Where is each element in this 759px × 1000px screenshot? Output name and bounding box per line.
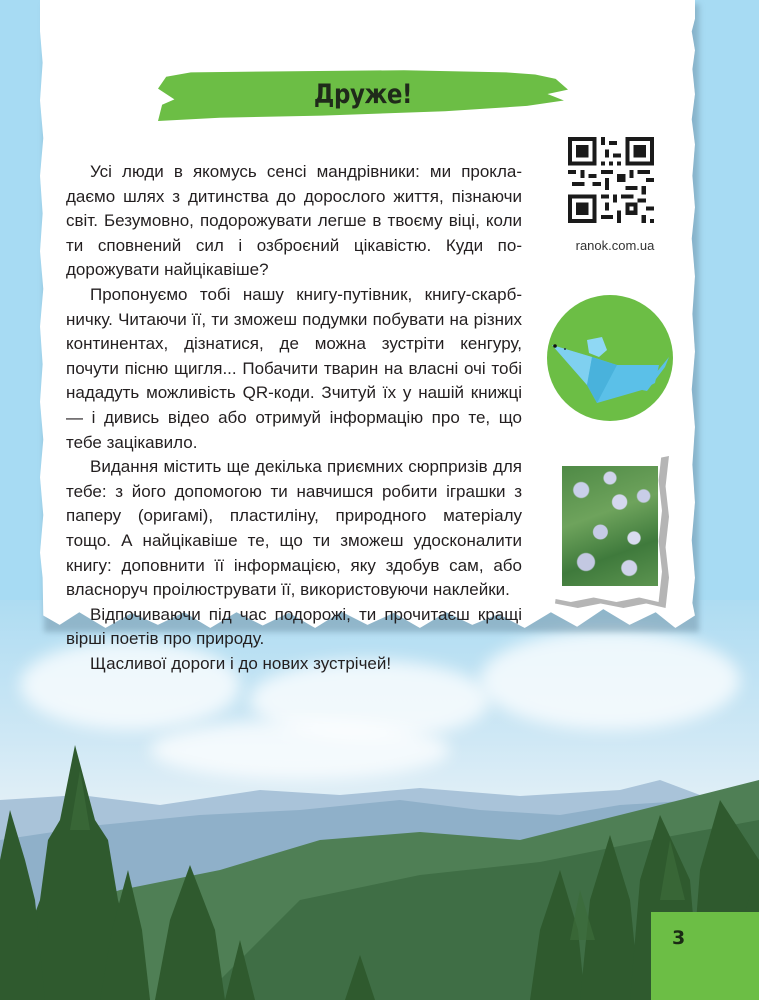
website-link[interactable]: ranok.com.ua [575, 238, 655, 253]
origami-mouse-badge [547, 295, 673, 421]
paragraph: Усі люди в якомусь сенсі мандрівники: ми прокладаємо шлях з дитинства до дорослого життя, пізнаючи світ. Безумовно, подорожувати легше в твоєму віці, коли ти сповнений сил і озброєний цікавістю. Куди подорожувати найцікавіше? [66, 162, 522, 280]
paragraph: Відпочиваючи під час подорожі, ти прочитаєш кращі вірші поетів про природу. [66, 604, 522, 649]
paragraph: Пропонуємо тобі нашу книгу-путівник, книгу-скарбничку. Читаючи її, ти зможеш подумки побувати на різних континентах, дізнатися, де можна зустріти кенгуру, почути пісню щигля... Побачити тварин на власні очі тобі нададуть можливість QR-коди. Зчитуй їх у нашій книжці — і дивись відео або отримуй інформацію про те, що тебе зацікавило. [66, 284, 522, 452]
paragraph: Щасливої дороги і до нових зустрічей! [90, 653, 392, 673]
intro-text [66, 160, 522, 676]
origami-mouse-icon [547, 295, 673, 421]
page-title: Друже! [313, 78, 413, 110]
flowers-photo-icon [562, 466, 658, 586]
page-number: 3 [672, 927, 686, 949]
qr-code-icon[interactable] [568, 137, 654, 223]
paragraph: Видання містить ще декілька приємних сюрпризів для тебе: з його допомогою ти навчишся робити іграшки з паперу (оригамі), пластиліну, природного матеріалу тощо. А найцікавіше те, що ти зможеш удосконалити книгу: доповнити її інформацією, яку здобув сам, або власноруч проілюструвати її, використовуючи наклейки. [66, 457, 522, 600]
page-number-tab [651, 912, 759, 1000]
